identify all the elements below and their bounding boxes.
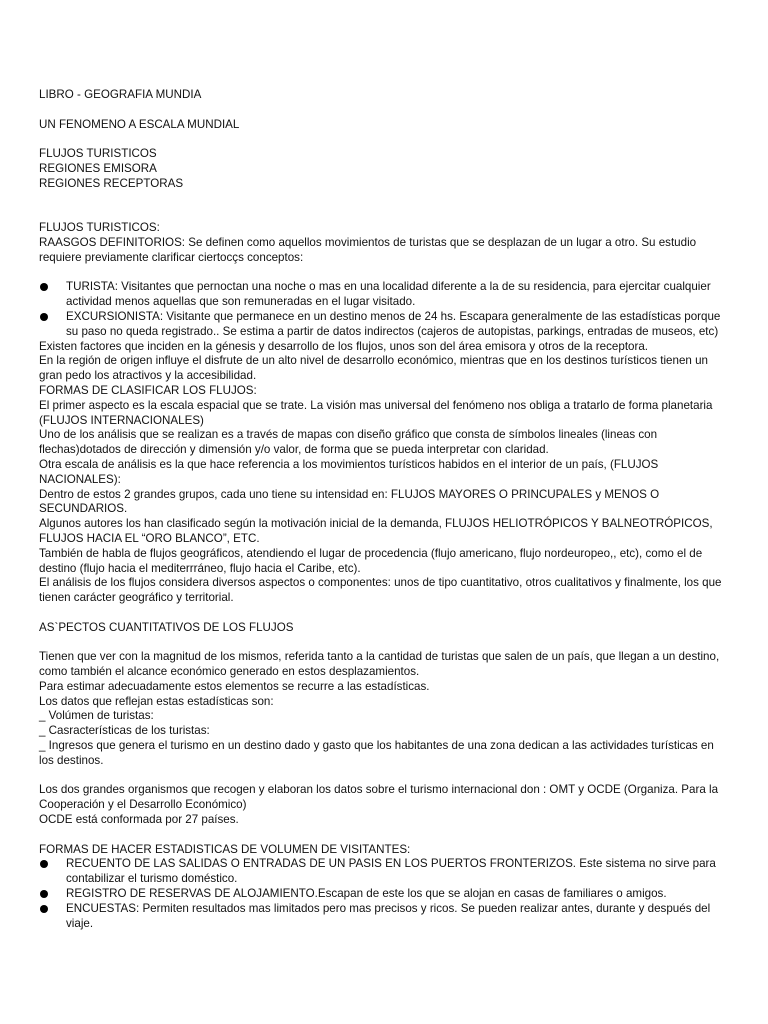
dash-item: _ Volúmen de turistas: [39, 709, 154, 723]
bullet-icon [39, 857, 66, 887]
bullet-item [39, 310, 729, 340]
paragraph: El primer aspecto es la escala espacial que se trate. La visión mas universal del fenómeno nos obliga a tratarlo de forma planetaria (FLUJOS INTERNACIONALES) [39, 398, 713, 427]
bullet-icon [39, 902, 66, 932]
bullet-item [39, 857, 729, 887]
paragraph: Los dos grandes organismos que recogen y elaboran los datos sobre el turismo internacional don : OMT y OCDE (Organiza. Para la Cooperación y el Desarrollo Económico) [39, 783, 719, 812]
topic-item: REGIONES RECEPTORAS [39, 176, 184, 190]
paragraph: Tienen que ver con la magnitud de los mismos, referida tanto a la cantidad de turistas que salen de un país, que llegan a un destino, como también el alcance económico generado en estos desplazamientos. [39, 650, 720, 679]
paragraph: En la región de origen influye el disfrute de un alto nivel de desarrollo económico, mientras que en los destinos turísticos tienen un gran pedo los atractivos y la accesibilidad. [39, 354, 708, 383]
paragraph: Para estimar adecuadamente estos elementos se recurre a las estadísticas. [39, 679, 430, 693]
paragraph: Uno de los análisis que se realizan es a través de mapas con diseño gráfico que consta de símbolos lineales (lineas con flechas)dotados de dirección y dimensión y/o valor, de forma que se pueda interpretar con claridad. [39, 428, 658, 457]
paragraph: OCDE está conformada por 27 países. [39, 813, 239, 827]
paragraph: RAASGOS DEFINITORIOS: Se definen como aquellos movimientos de turistas que se desplazan de un lugar a otro. Su estudio requiere previamente clarificar ciertocçs conceptos: [39, 235, 697, 264]
paragraph: Dentro de estos 2 grandes grupos, cada uno tiene su intensidad en: FLUJOS MAYORES O PRINCUPALES y MENOS O SECUNDARIOS. [39, 487, 660, 516]
bullet-item [39, 887, 729, 902]
bullet-item [39, 280, 729, 310]
topic-item: REGIONES EMISORA [39, 161, 157, 175]
bullet-text: REGISTRO DE RESERVAS DE ALOJAMIENTO.Escapan de este los que se alojan en casas de familiares o amigos. [66, 887, 667, 901]
bullet-text: RECUENTO DE LAS SALIDAS O ENTRADAS DE UN PASIS EN LOS PUERTOS FRONTERIZOS. Este sistema no sirve para contabilizar el turismo doméstico. [66, 857, 716, 886]
topic-item: FLUJOS TURISTICOS [39, 147, 157, 161]
dash-item: _ Ingresos que genera el turismo en un destino dado y gasto que los habitantes de una zona dedican a las actividades turísticas en los destinos. [39, 739, 714, 767]
paragraph: El análisis de los flujos considera diversos aspectos o componentes: unos de tipo cuantitativo, otros cualitativos y finalmente, los que tienen carácter geográfico y territorial. [39, 576, 722, 605]
bullet-icon [39, 887, 66, 902]
section-heading: FORMAS DE CLASIFICAR LOS FLUJOS: [39, 383, 257, 397]
bullet-item [39, 902, 729, 932]
bullet-icon [39, 280, 66, 310]
dash-item: _ Casracterísticas de los turistas: [39, 724, 210, 738]
section-heading: FORMAS DE HACER ESTADISTICAS DE VOLUMEN DE VISITANTES: [39, 842, 411, 856]
document-body [39, 88, 729, 931]
bullet-icon [39, 310, 66, 340]
paragraph: Existen factores que inciden en la génesis y desarrollo de los flujos, unos son del área emisora y otros de la receptora. [39, 339, 649, 353]
paragraph: Algunos autores los han clasificado según la motivación inicial de la demanda, FLUJOS HELIOTRÓPICOS Y BALNEOTRÓPICOS, FLUJOS HACIA EL “ORO BLANCO”, ETC. [39, 517, 713, 545]
paragraph: Otra escala de análisis es la que hace referencia a los movimientos turísticos habidos en el interior de un país, (FLUJOS NACIONALES): [39, 457, 659, 486]
bullet-text: EXCURSIONISTA: Visitante que permanece en un destino menos de 24 hs. Escapara generalmente de las estadísticas porque su paso no queda registrado.. Se estima a partir de datos indirectos (cajeros de autopistas, parkings, entradas de museos, etc) [66, 309, 721, 338]
bullet-text: TURISTA: Visitantes que pernoctan una noche o mas en una localidad diferente a la de su residencia, para ejercitar cualquier actividad menos aquellas que son remuneradas en el lugar visitado. [66, 280, 711, 309]
paragraph: También de habla de flujos geográficos, atendiendo el lugar de procedencia (flujo americano, flujo nordeuropeo,, etc), como el de destino (flujo hacia el mediterrráneo, flujo hacia el Caribe, etc). [39, 546, 703, 575]
document-subtitle: UN FENOMENO A ESCALA MUNDIAL [39, 117, 240, 131]
book-title: LIBRO - GEOGRAFIA MUNDIA [39, 88, 202, 101]
section-heading: FLUJOS TURISTICOS: [39, 221, 160, 235]
paragraph: Los datos que reflejan estas estadísticas son: [39, 694, 274, 708]
section-heading: AS`PECTOS CUANTITATIVOS DE LOS FLUJOS [39, 620, 294, 634]
bullet-text: ENCUESTAS: Permiten resultados mas limitados pero mas precisos y ricos. Se pueden realizar antes, durante y después del viaje. [66, 901, 711, 930]
